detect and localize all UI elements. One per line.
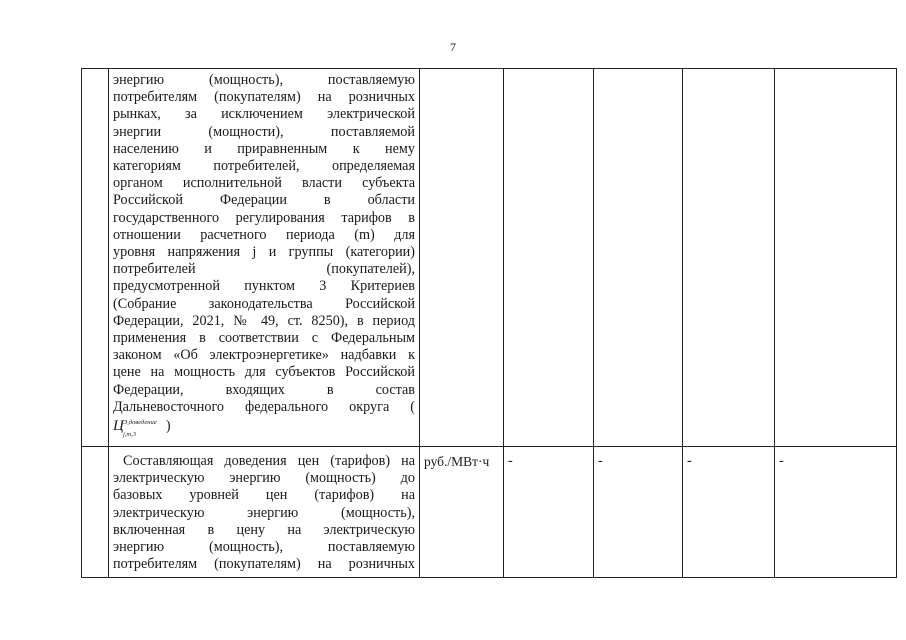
description-cell [109, 447, 420, 578]
value-cell: - [775, 447, 897, 578]
text-line: (Собрание законодательства Российской [113, 295, 415, 312]
text-line: государственного регулирования тарифов в [113, 209, 415, 226]
value-cell [504, 69, 594, 447]
text-line: Составляющая доведения цен (тарифов) на [123, 453, 415, 469]
unit-cell [420, 69, 504, 447]
value-cell [775, 69, 897, 447]
text-line: органом исполнительной власти субъекта [113, 175, 415, 192]
text-line: базовых уровней цен (тарифов) на [113, 487, 415, 504]
text-line: Российской Федерации в области [113, 192, 415, 209]
text-line: категориям потребителей, определяемая [113, 158, 415, 175]
value-cell: - [683, 447, 775, 578]
unit-cell: руб./МВт·ч [420, 447, 504, 578]
text-line: уровня напряжения j и группы (категории) [113, 244, 415, 261]
text-line: цене на мощность для субъектов Российской [113, 364, 415, 381]
text-line: Дальневосточного федерального округа ( [113, 398, 415, 415]
text-line: предусмотренной пунктом 3 Критериев [113, 278, 415, 295]
table-row [82, 69, 897, 447]
formula-line [113, 416, 415, 440]
row-number-cell [82, 447, 109, 578]
text-line: потребителей (покупателей), [113, 261, 415, 278]
text-line: рынках, за исключением электрической [113, 106, 415, 123]
formula-superscript: Э,доведение [123, 419, 157, 427]
text-line: потребителям (покупателям) на розничных [113, 556, 415, 573]
text-line: энергию (мощность), поставляемую [113, 72, 415, 88]
text-line: потребителям (покупателям) на розничных [113, 89, 415, 106]
text-line: населению и приравненным к нему [113, 140, 415, 157]
value-cell: - [504, 447, 594, 578]
text-line: энергию (мощность), поставляемую [113, 539, 415, 556]
text-line: Федерации, 2021, № 49, ст. 8250), в период [113, 312, 415, 329]
text-line: отношении расчетного периода (m) для [113, 226, 415, 243]
text-line: электрическую энергию (мощность) до [113, 470, 415, 487]
value-cell [594, 69, 683, 447]
text-line: законом «Об электроэнергетике» надбавки к [113, 347, 415, 364]
page-number: 7 [450, 40, 456, 54]
text-line: Федерации, входящих в состав [113, 381, 415, 398]
formula-symbol [113, 418, 157, 439]
description-cell [109, 69, 420, 447]
table-row [82, 447, 897, 578]
tariff-table [81, 68, 897, 578]
formula-subscript: j,m,3 [123, 431, 136, 439]
text-line: применения в соответствии с Федеральным [113, 330, 415, 347]
formula-close: ) [165, 418, 171, 435]
text-line: включенная в цену на электрическую [113, 521, 415, 538]
text-line: электрическую энергию (мощность), [113, 504, 415, 521]
value-cell: - [594, 447, 683, 578]
formula-base: Ц [113, 418, 124, 435]
row-number-cell [82, 69, 109, 447]
value-cell [683, 69, 775, 447]
text-line: энергии (мощности), поставляемой [113, 123, 415, 140]
